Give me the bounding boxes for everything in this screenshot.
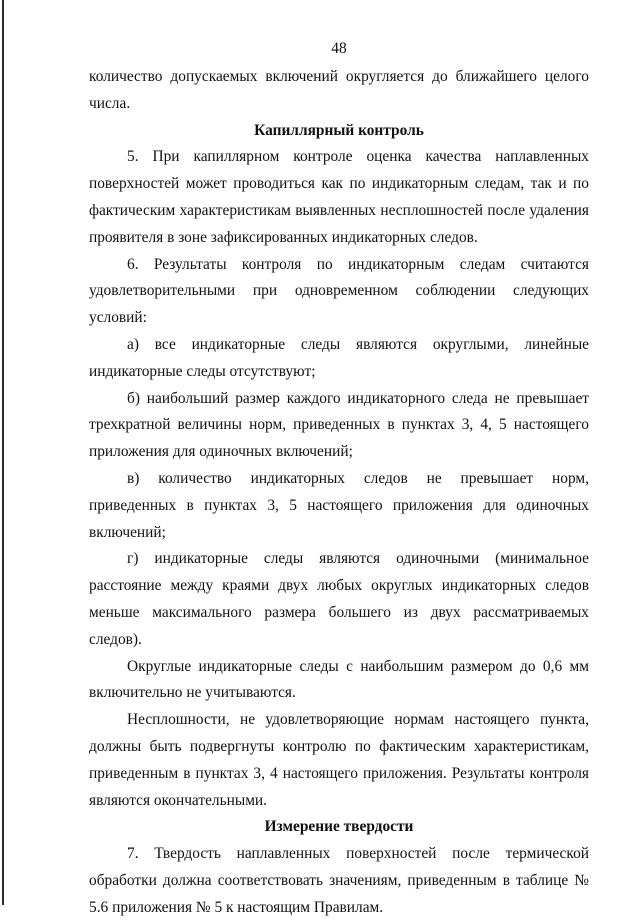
paragraph-discontinuities: Несплошности, не удовлетворяющие нормам настоящего пункта, должны быть подвергнуты контролю по фактическим характеристикам, приведенным в пунктах 3, 4 настоящего приложения. Результаты контроля являются окончательными. [89, 711, 589, 809]
list-item-g: г) индикаторные следы являются одиночными (минимальное расстояние между краями двух любых округлых индикаторных следов меньше максимального размера большего из двух рассматриваемых следов). [89, 550, 589, 648]
list-item-b: б) наибольший размер каждого индикаторного следа не превышает трехкратной величины норм, приведенных в пунктах 3, 4, 5 настоящего приложения для одиночных включений; [89, 389, 589, 461]
paragraph-continuation: количество допускаемых включений округляется до ближайшего целого числа. [89, 68, 589, 112]
paragraph-round-traces: Округлые индикаторные следы с наибольшим размером до 0,6 мм включительно не учитываются. [89, 657, 589, 702]
section-heading-hardness: Измерение твердости [264, 818, 414, 836]
paragraph-item-7: 7. Твердость наплавленных поверхностей после термической обработки должна соответствовать значениям, приведенным в таблице № 5.6 приложения № 5 к настоящим Правилам. [89, 845, 589, 916]
paragraph-item-6: 6. Результаты контроля по индикаторным следам считаются удовлетворительными при одновременном соблюдении следующих условий: [89, 255, 589, 327]
scan-edge-line [2, 0, 4, 905]
page-number: 48 [331, 40, 347, 57]
paragraph-item-5: 5. При капиллярном контроле оценка качества наплавленных поверхностей может проводиться как по индикаторным следам, так и по фактическим характеристикам выявленных несплошностей после удаления проявителя в зоне зафиксированных индикаторных следов. [89, 148, 589, 246]
list-item-v: в) количество индикаторных следов не превышает норм, приведенных в пунктах 3, 5 настоящего приложения для одиночных включений; [89, 469, 589, 541]
list-item-a: а) все индикаторные следы являются округлыми, линейные индикаторные следы отсутствуют; [89, 335, 589, 380]
document-page [89, 38, 589, 922]
section-heading-capillary: Капиллярный контроль [254, 121, 424, 139]
